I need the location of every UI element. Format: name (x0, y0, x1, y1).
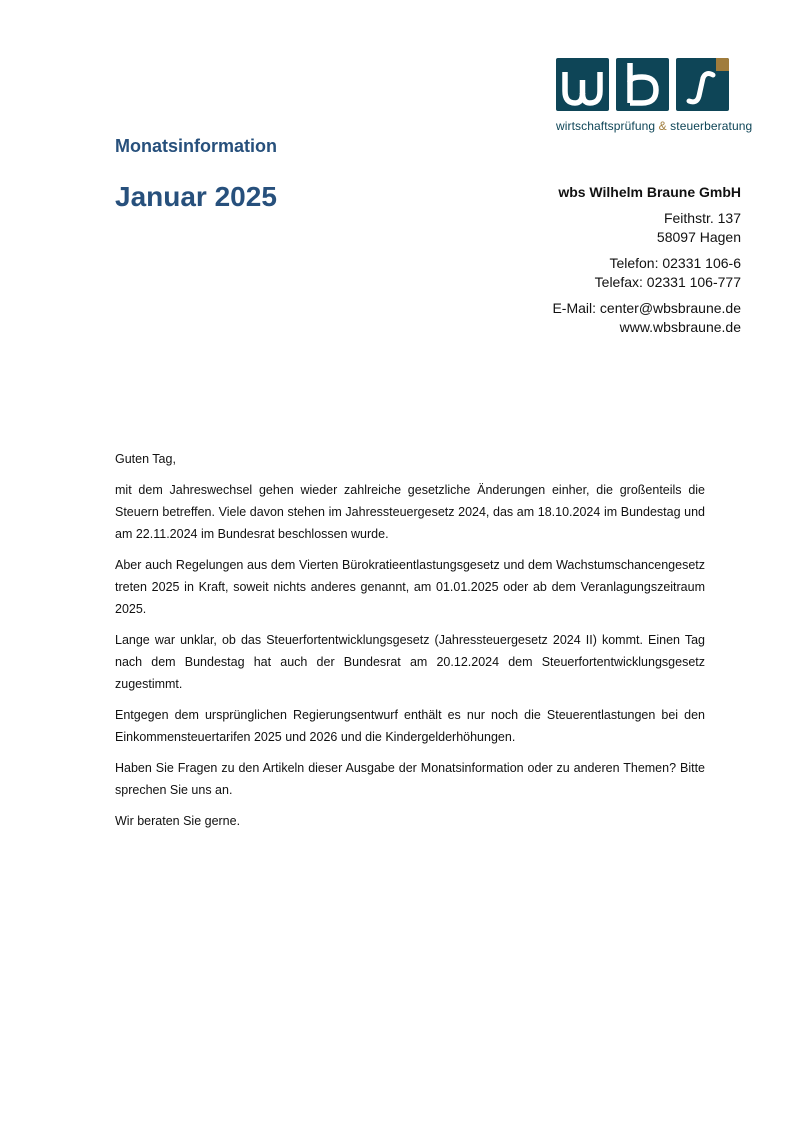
logo-tile-s (676, 58, 729, 111)
logo-tile-b (616, 58, 669, 111)
issue-month-title: Januar 2025 (115, 181, 277, 212)
logo-tile-w (556, 58, 609, 111)
logo-caption-right: steuerberatung (670, 119, 753, 133)
website[interactable]: www.wbsbraune.de (619, 319, 741, 335)
logo-b-glyph (616, 58, 669, 111)
email[interactable]: E-Mail: center@wbsbraune.de (552, 300, 741, 316)
fax: Telefax: 02331 106-777 (594, 274, 741, 290)
paragraph-5: Haben Sie Fragen zu den Artikeln dieser Ausgabe der Monatsinformation oder zu anderen Themen? Bitte sprechen Sie uns an. (115, 761, 705, 797)
company-logo (556, 58, 753, 133)
logo-w-glyph (556, 58, 609, 111)
logo-s-glyph (676, 58, 729, 111)
firm-name: wbs Wilhelm Braune GmbH (558, 184, 741, 200)
phone: Telefon: 02331 106-6 (609, 255, 741, 271)
street: Feithstr. 137 (663, 210, 741, 226)
online-contact (552, 299, 741, 337)
paragraph-4: Entgegen dem ursprünglichen Regierungsentwurf enthält es nur noch die Steuerentlastungen bei den Einkommensteuertarifen 2025 und 2026 und die Kindergelderhöhungen. (115, 708, 705, 744)
closing: Wir beraten Sie gerne. (115, 814, 241, 828)
paragraph-2: Aber auch Regelungen aus dem Vierten Bürokratieentlastungsgesetz und dem Wachstumschancengesetz treten 2025 in Kraft, soweit nichts anderes genannt, am 01.01.2025 oder ab dem Veranlagungszeitraum 2025. (115, 558, 705, 616)
company-address-block (552, 183, 741, 337)
paragraph-1: mit dem Jahreswechsel gehen wieder zahlreiche gesetzliche Änderungen einher, die großenteils die Steuern betreffen. Viele davon stehen im Jahressteuergesetz 2024, das am 18.10.2024 im Bundestag und am 22.11.2024 im Bundesrat beschlossen wurde. (115, 483, 705, 541)
newsletter-label: Monatsinformation (115, 136, 277, 156)
city: 58097 Hagen (656, 229, 741, 245)
logo-caption-left: wirtschaftsprüfung (556, 119, 656, 133)
greeting: Guten Tag, (115, 452, 176, 466)
logo-tiles (556, 58, 740, 111)
logo-caption (556, 119, 753, 133)
postal-address (552, 209, 741, 247)
paragraph-3: Lange war unklar, ob das Steuerfortentwicklungsgesetz (Jahressteuergesetz 2024 II) kommt. Einen Tag nach dem Bundestag hat auch der Bundesrat am 20.12.2024 dem Steuerfortentwicklungsgesetz zugestimmt. (115, 633, 705, 691)
logo-caption-amp: & (658, 119, 667, 133)
phone-fax (552, 254, 741, 292)
letter-body (115, 448, 705, 841)
